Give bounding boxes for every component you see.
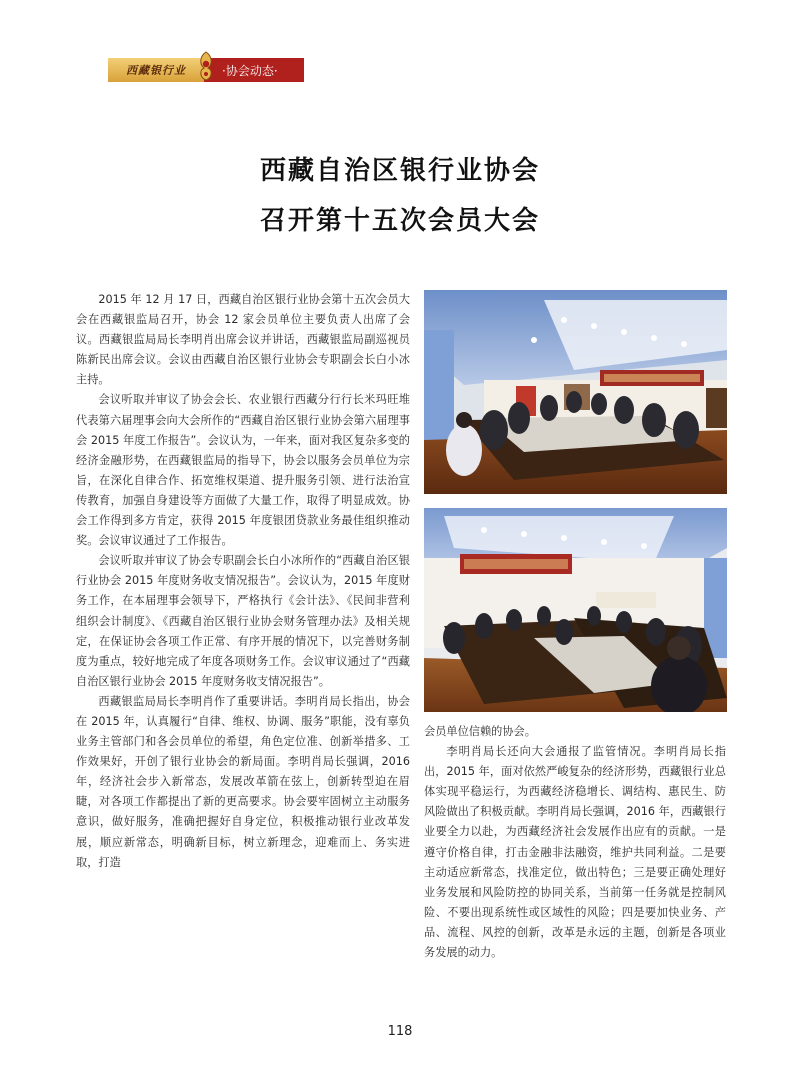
brand-label: 西藏银行业 [126, 64, 186, 77]
paragraph: 2015 年 12 月 17 日，西藏自治区银行业协会第十五次会员大会在西藏银监局召开，协会 12 家会员单位主要负责人出席了会议。西藏银监局局长李明肖出席会议并讲话，西藏银监局副巡视员陈新民出席会议。会议由西藏自治区银行业协会专职副会长白小冰主持。 [76, 293, 410, 387]
left-column [76, 290, 410, 873]
page-number: 118 [387, 1024, 413, 1039]
section-banner [108, 58, 304, 82]
brand-tag [108, 58, 204, 82]
meeting-photo-2 [424, 508, 727, 712]
section-label: ·协会动态· [222, 63, 278, 78]
right-column [424, 722, 726, 963]
paragraph: 李明肖局长还向大会通报了监管情况。李明肖局长指出，2015 年，面对依然严峻复杂的经济形势，西藏银行业总体实现平稳运行，为西藏经济稳增长、调结构、惠民生、防风险做出了积极贡献。李明肖局长强调，2016 年，西藏银行业要全力以赴，为西藏经济社会发展作出应有的贡献。一是遵守价格自律，打击金融非法融资，维护共同利益。二是要主动适应新常态，找准定位，做出特色；三是要正确处理好业务发展和风险防控的协同关系，当前第一任务就是控制风险、不要出现系统性或区域性的风险；四是要加快业务、产品、流程、风控的创新，改革是永远的主题，创新是各项业务发展的动力。 [424, 745, 726, 960]
paragraph: 会议听取并审议了协会专职副会长白小冰所作的“西藏自治区银行业协会 2015 年度财务收支情况报告”。会议认为，2015 年度财务工作，在本届理事会领导下，严格执行《会计法》、《民间非营利组织会计制度》、《西藏自治区银行业协会财务管理办法》及相关规定，在保证协会各项工作正常、有序开展的情况下，以完善财务制度为重点，较好地完成了年度各项财务工作。会议审议通过了“西藏自治区银行业协会 2015 年度财务收支情况报告”。 [76, 554, 410, 688]
paragraph-continuation: 会员单位信赖的协会。 [424, 725, 536, 738]
section-tag [204, 58, 304, 82]
meeting-photo-1 [424, 290, 727, 494]
article-title-line-1: 西藏自治区银行业协会 [259, 156, 540, 186]
paragraph: 西藏银监局局长李明肖作了重要讲话。李明肖局长指出，协会在 2015 年，认真履行“自律、维权、协调、服务”职能，没有辜负业务主管部门和各会员单位的希望，角色定位准、创新举措多、工作效果好，开创了银行业协会的新局面。李明肖局长强调，2016 年，经济社会步入新常态，发展改革箭在弦上，创新转型迫在眉睫，对各项工作都提出了新的更高要求。协会要牢固树立主动服务意识，做好服务，准确把握好自身定位，积极推动银行业改革发展，顺应新常态，明确新目标，树立新理念，迎难而上、务实进取，打造 [76, 694, 410, 869]
auspicious-cloud-icon [195, 50, 217, 82]
article-title-line-2: 召开第十五次会员大会 [259, 206, 540, 236]
paragraph: 会议听取并审议了协会会长、农业银行西藏分行行长米玛旺堆代表第六届理事会向大会所作的“西藏自治区银行业协会第六届理事会 2015 年度工作报告”。会议认为，一年来，面对我区复杂多变的经济金融形势，在西藏银监局的指导下，协会以服务会员单位为宗旨，在深化自律合作、拓宽维权渠道、提升服务引领、进行法治宣传教育，加强自身建设等方面做了大量工作，取得了明显成效。协会工作得到多方肯定，获得 2015 年度银团贷款业务最佳组织推动奖。会议审议通过了工作报告。 [76, 393, 410, 548]
